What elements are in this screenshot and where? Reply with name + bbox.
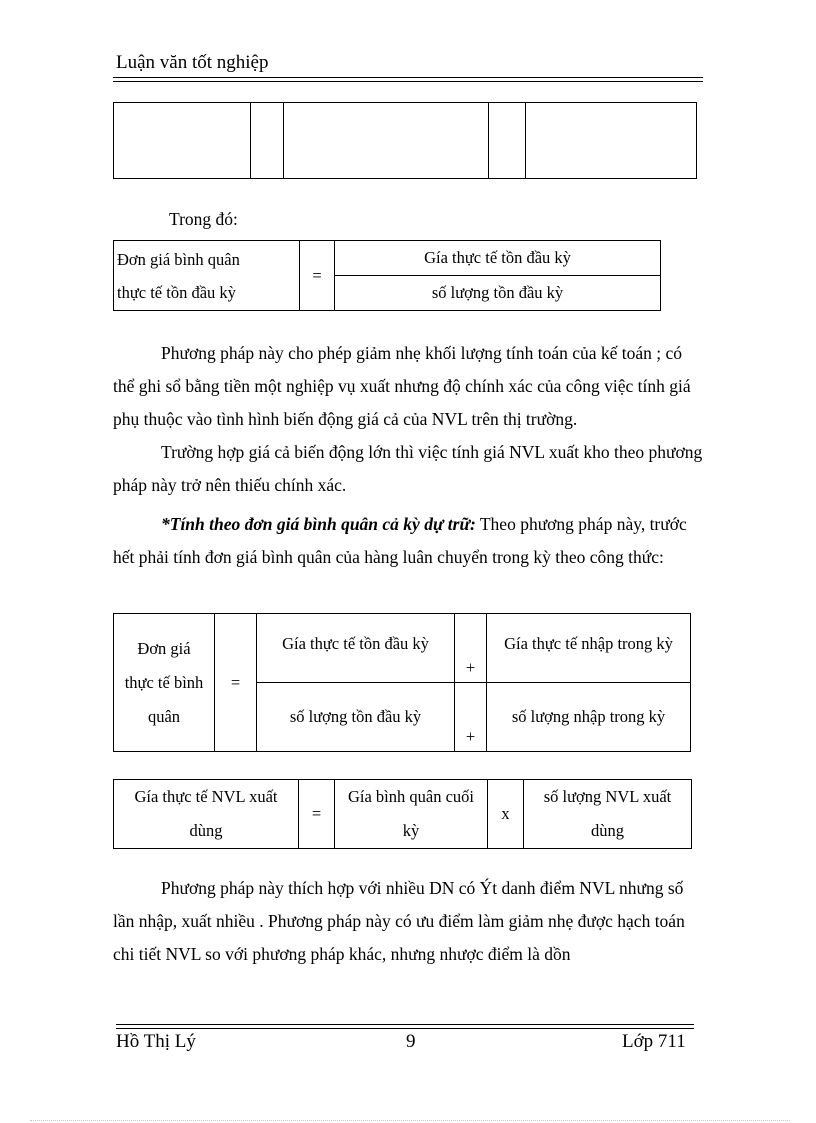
- formula-3-times: x: [488, 780, 524, 849]
- formula-1-table: [113, 240, 661, 311]
- paragraph-4: Phương pháp này thích hợp với nhiều DN có Ýt danh điểm NVL nhưng số lần nhập, xuất nhiều . Phương pháp này có ưu điểm làm giảm nhẹ được hạch toán chi tiết NVL so với phương pháp khác, nhưng nhược điểm là dồn: [113, 878, 685, 964]
- paragraph-3: [113, 508, 703, 574]
- paragraph-2: Trường hợp giá cả biến động lớn thì việc tính giá NVL xuất kho theo phương pháp này trở nên thiếu chính xác.: [113, 442, 703, 495]
- formula-3-col3-line2: dùng: [591, 821, 624, 840]
- header-rule-top: [113, 77, 703, 78]
- paragraph-3-text: Theo phương pháp này, trước hết phải tính đơn giá bình quân của hàng luân chuyển trong kỳ theo công thức:: [113, 514, 687, 567]
- formula-2-label-line3: quân: [147, 706, 181, 726]
- intro-text: Trong đó:: [169, 209, 238, 229]
- footer-class: Lớp 711: [622, 1031, 686, 1052]
- formula-1-denominator: số lượng tồn đầu kỳ: [335, 276, 661, 311]
- formula-2-den2: số lượng nhập trong kỳ: [487, 683, 691, 752]
- header-rule-bottom: [113, 81, 703, 82]
- formula-2-plus2: +: [455, 683, 487, 752]
- formula-2-label-line2: thực tế bình: [124, 672, 204, 692]
- formula-2-den1: số lượng tồn đầu kỳ: [257, 683, 455, 752]
- formula-2-plus1: +: [455, 614, 487, 683]
- footer-page-number: 9: [406, 1031, 416, 1052]
- formula-2-label: [114, 614, 215, 752]
- footer-rule-bottom: [116, 1028, 694, 1029]
- formula-3-equals: =: [299, 780, 335, 849]
- formula-3-col2: [335, 780, 488, 849]
- formula-3-col3-line1: số lượng NVL xuất: [543, 787, 672, 806]
- formula-1-equals: =: [300, 241, 335, 311]
- formula-3-col2-line1: Gía bình quân cuối: [347, 787, 474, 806]
- running-header-title: Luận văn tốt nghiệp: [116, 52, 269, 73]
- paragraph-3-bold-lead: *Tính theo đơn giá bình quân cả kỳ dự trữ:: [161, 514, 476, 534]
- formula-2-equals: =: [215, 614, 257, 752]
- empty-table-top: [113, 102, 697, 179]
- formula-1-label-line2: thực tế tồn đầu kỳ: [117, 282, 236, 302]
- footer-author: Hồ Thị Lý: [116, 1031, 196, 1052]
- formula-1-label: [114, 241, 300, 311]
- formula-3-table: [113, 779, 692, 849]
- formula-1-label-line1: Đơn giá bình quân: [117, 249, 240, 269]
- formula-3-col3: [524, 780, 692, 849]
- formula-3-col1-line2: dùng: [189, 821, 223, 840]
- formula-3-col1: [114, 780, 299, 849]
- formula-3-col2-line2: kỳ: [402, 821, 420, 840]
- formula-1-numerator: Gía thực tế tồn đầu kỳ: [335, 241, 661, 276]
- formula-2-num1: Gía thực tế tồn đầu kỳ: [257, 614, 455, 683]
- formula-3-col1-line1: Gía thực tế NVL xuất: [134, 787, 278, 806]
- paragraph-1: Phương pháp này cho phép giảm nhẹ khối lượng tính toán của kế toán ; có thể ghi sổ bằng tiền một nghiệp vụ xuất nhưng độ chính xác của công việc tính giá phụ thuộc vào tình hình biến động giá cả của NVL trên thị trường.: [113, 343, 691, 429]
- formula-2-table: [113, 613, 691, 752]
- page-edge-dotted-line: [30, 1120, 790, 1121]
- formula-2-label-line1: Đơn giá: [137, 638, 191, 658]
- formula-2-num2: Gía thực tế nhập trong kỳ: [487, 614, 691, 683]
- footer-rule-top: [116, 1024, 694, 1025]
